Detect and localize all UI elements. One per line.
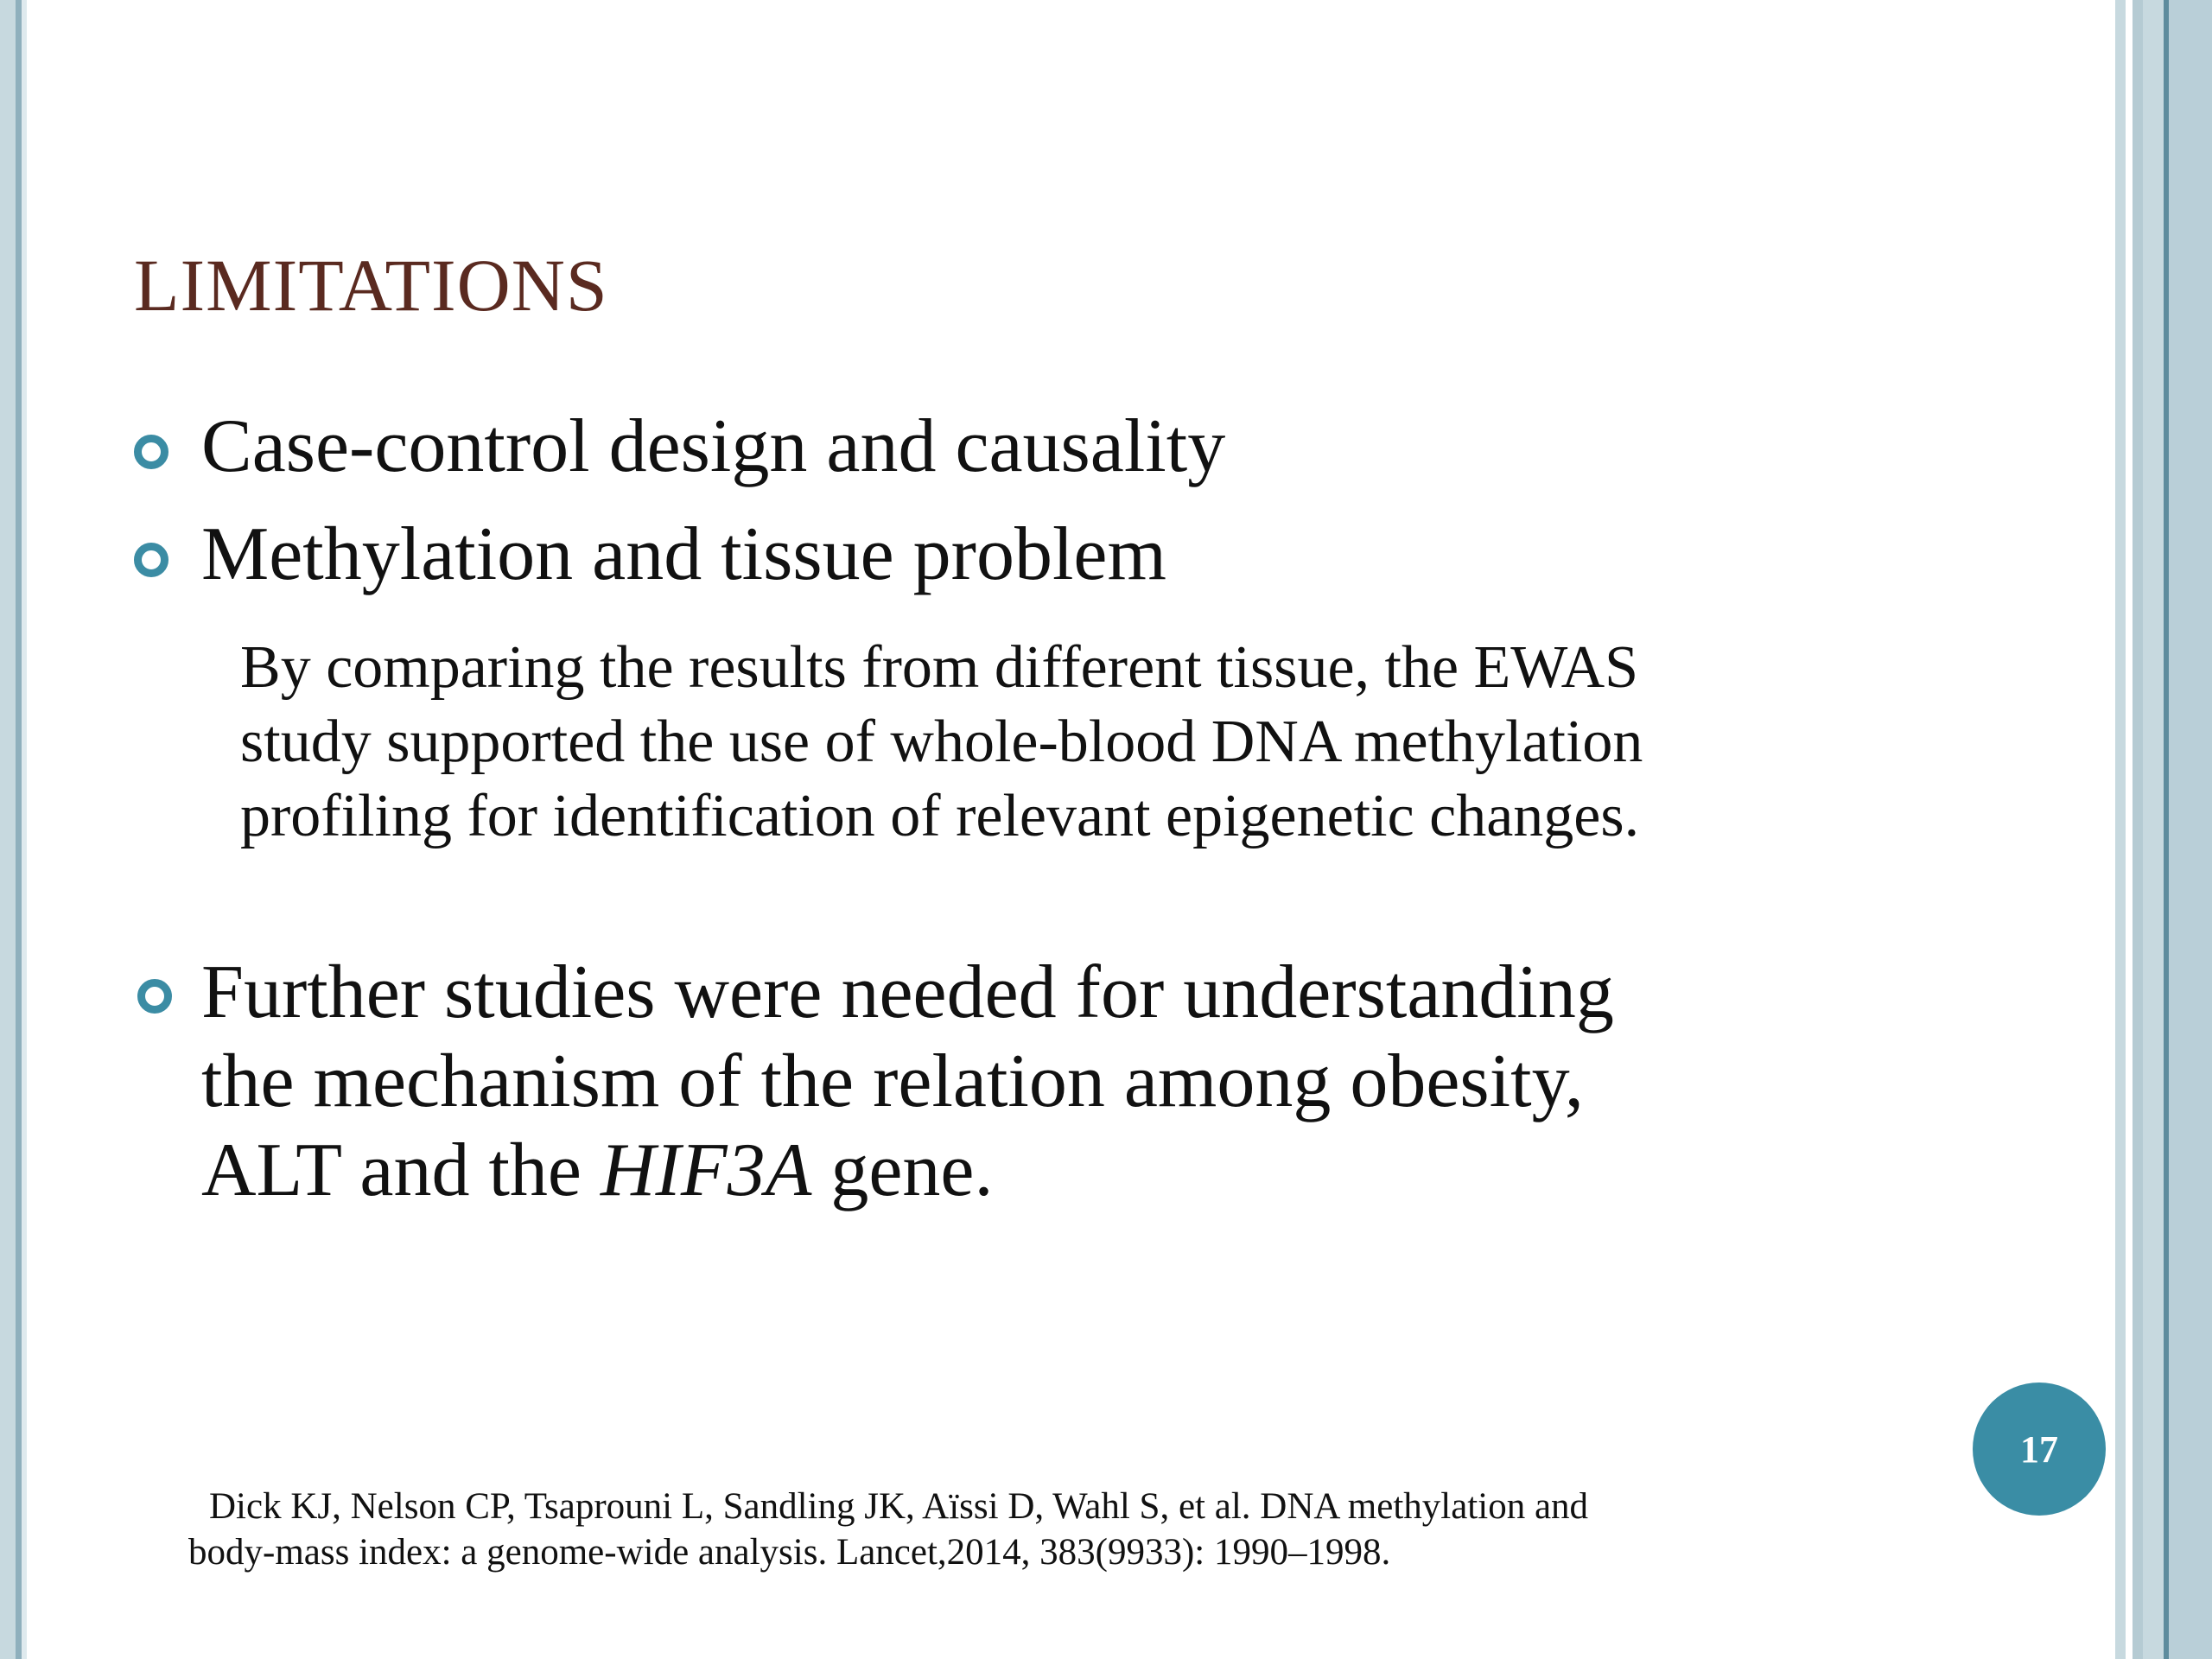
right-border-stripe xyxy=(2169,0,2212,1659)
bullet-text-line: the mechanism of the relation among obesity, xyxy=(201,1039,1584,1123)
bullet-text: Case-control design and causality xyxy=(201,404,1226,488)
sub-paragraph-line: By comparing the results from different tissue, the EWAS xyxy=(240,634,1639,701)
bullet-text-segment: ALT and the xyxy=(201,1128,601,1212)
bullet-text: Methylation and tissue problem xyxy=(201,512,1166,596)
sub-paragraph xyxy=(240,631,1968,854)
sub-paragraph-line: profiling for identification of relevant epigenetic changes. xyxy=(240,783,1640,849)
right-border-stripe xyxy=(2115,0,2126,1659)
right-border-stripe xyxy=(2126,0,2133,1659)
page-number: 17 xyxy=(2020,1427,2058,1471)
bullet-text xyxy=(201,948,1614,1215)
reference-line: Dick KJ, Nelson CP, Tsaprouni L, Sandling JK, Aïssi D, Wahl S, et al. DNA methylation and xyxy=(209,1486,1589,1527)
slide-title: LIMITATIONS xyxy=(134,244,608,327)
hollow-circle-bullet-icon xyxy=(134,435,168,469)
sub-paragraph-line: study supported the use of whole-blood DNA methylation xyxy=(240,709,1643,775)
left-border-stripe xyxy=(0,0,16,1659)
hollow-circle-bullet-icon xyxy=(134,543,168,577)
reference-line: body-mass index: a genome-wide analysis. Lancet,2014, 383(9933): 1990–1998. xyxy=(188,1532,1391,1573)
reference-citation xyxy=(188,1484,2089,1575)
right-border-stripe xyxy=(2143,0,2164,1659)
bullet-text-segment: gene. xyxy=(811,1128,994,1212)
gene-name: HIF3A xyxy=(600,1128,812,1212)
left-border-stripe xyxy=(22,0,27,1659)
left-border-stripe xyxy=(16,0,22,1659)
bullet-text-line xyxy=(201,1126,1614,1215)
bullet-text-line: Further studies were needed for understanding xyxy=(201,950,1614,1034)
right-border-stripe xyxy=(2133,0,2143,1659)
hollow-circle-bullet-icon xyxy=(137,979,172,1014)
